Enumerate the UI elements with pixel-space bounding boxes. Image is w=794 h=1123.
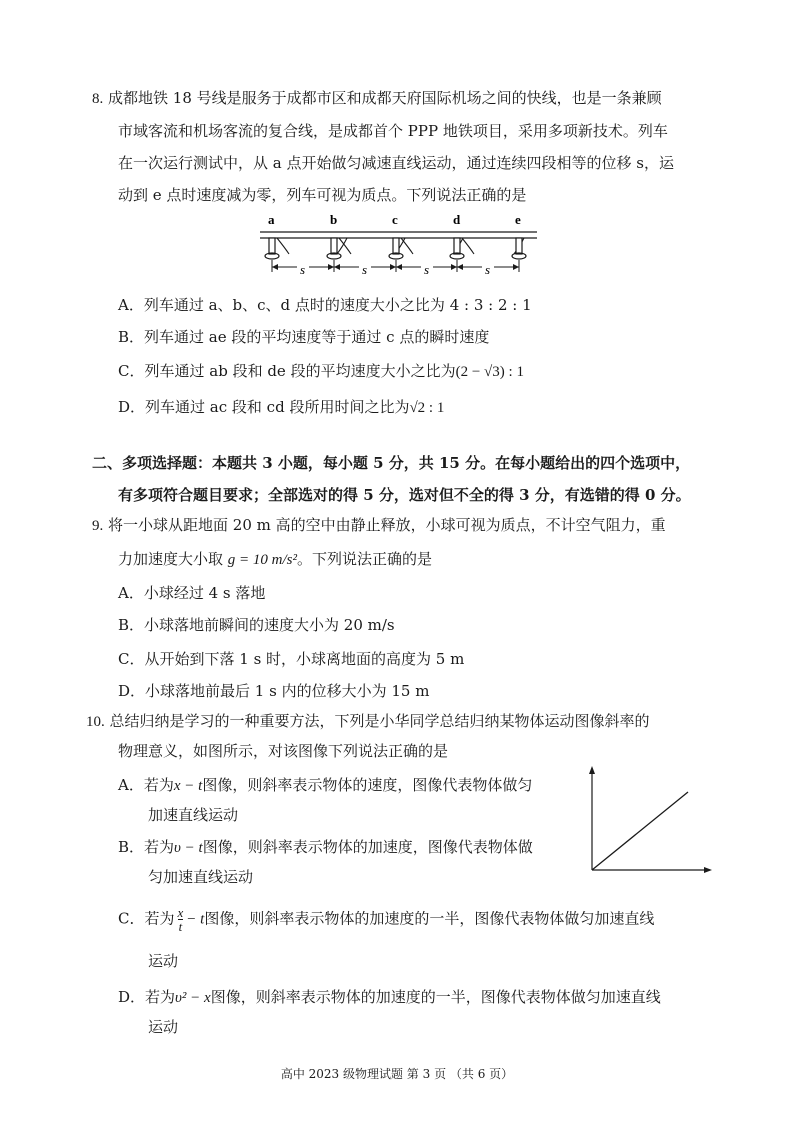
q9-line1 bbox=[92, 514, 666, 537]
q10-option-b-2: 匀加速直线运动 bbox=[148, 868, 254, 886]
q10-stem-1: 总结归纳是学习的一种重要方法，下列是小华同学总结归纳某物体运动图像斜率的 bbox=[109, 712, 650, 730]
option-math: υ² − x bbox=[175, 990, 211, 1006]
q9-stem-1: 将一小球从距地面 20 m 高的空中由静止释放，小球可视为质点，不计空气阻力，重 bbox=[108, 516, 666, 534]
option-label: D． bbox=[118, 398, 146, 416]
q10-line1 bbox=[86, 710, 650, 733]
q10-option-d-2: 运动 bbox=[148, 1018, 179, 1036]
q9-option-d bbox=[118, 680, 429, 702]
option-label: D． bbox=[118, 988, 146, 1006]
option-text: 小球经过 4 s 落地 bbox=[143, 584, 266, 602]
option-label: A． bbox=[118, 776, 144, 794]
q9-stem-2b: 。下列说法正确的是 bbox=[297, 550, 433, 568]
q8-option-c bbox=[118, 360, 524, 383]
graph-line bbox=[592, 792, 688, 870]
option-text: 图像，则斜率表示物体的加速度的一半，图像代表物体做匀加速直线 bbox=[204, 909, 655, 928]
fraction-numerator: x bbox=[177, 905, 184, 920]
q8-line2: 市域客流和机场客流的复合线，是成都首个 PPP 地铁项目，采用多项新技术。列车 bbox=[118, 122, 668, 140]
q9-option-c bbox=[118, 648, 464, 670]
point-b: b bbox=[330, 212, 338, 227]
option-label: C． bbox=[118, 650, 145, 668]
q9-line2 bbox=[118, 548, 432, 571]
segment-s-1: s bbox=[300, 262, 306, 277]
q10-line2: 物理意义，如图所示，对该图像下列说法正确的是 bbox=[118, 742, 449, 760]
option-text: 列车通过 ae 段的平均速度等于通过 c 点的瞬时速度 bbox=[144, 328, 490, 346]
option-text: 小球落地前瞬间的速度大小为 20 m/s bbox=[144, 616, 395, 634]
segment-s-4: s bbox=[485, 262, 491, 277]
x-over-t-fraction bbox=[178, 906, 184, 933]
q8-number: 8. bbox=[92, 91, 104, 107]
option-text: 若为 bbox=[144, 838, 175, 856]
option-label: B． bbox=[118, 838, 145, 856]
option-math: (2 − √3) : 1 bbox=[455, 364, 524, 380]
q9-gravity: g = 10 m/s² bbox=[227, 552, 298, 568]
option-text: 图像，则斜率表示物体的加速度，图像代表物体做 bbox=[202, 838, 533, 856]
point-d: d bbox=[453, 212, 461, 227]
page-footer: 高中 2023 级物理试题 第 3 页 （共 6 页） bbox=[280, 1067, 514, 1081]
option-text: 列车通过 ac 段和 cd 段所用时间之比为 bbox=[145, 398, 410, 416]
q9-option-a bbox=[118, 582, 265, 604]
q8-option-a bbox=[118, 294, 532, 316]
q9-number: 9. bbox=[92, 518, 104, 534]
q9-option-b bbox=[118, 614, 395, 636]
track-diagram bbox=[255, 208, 545, 280]
q8-line1 bbox=[92, 87, 662, 110]
point-e: e bbox=[515, 212, 521, 227]
option-text: 列车通过 a、b、c、d 点时的速度大小之比为 4 : 3 : 2 : 1 bbox=[143, 296, 532, 314]
fraction-denominator: t bbox=[178, 919, 183, 934]
option-text: 小球落地前最后 1 s 内的位移大小为 15 m bbox=[145, 682, 430, 700]
q8-stem-1: 成都地铁 18 号线是服务于成都市区和成都天府国际机场之间的快线，也是一条兼顾 bbox=[108, 89, 662, 107]
option-label: B． bbox=[118, 616, 145, 634]
option-label: D． bbox=[118, 682, 146, 700]
option-text: 若为 bbox=[144, 909, 175, 928]
q10-option-a-2: 加速直线运动 bbox=[148, 806, 239, 824]
option-math: υ − t bbox=[174, 840, 203, 856]
option-text: 若为 bbox=[143, 776, 174, 794]
slope-graph bbox=[584, 764, 714, 876]
section2-heading-1: 二、多项选择题：本题共 3 小题，每小题 5 分，共 15 分。在每小题给出的四个选项中， bbox=[92, 454, 691, 472]
q10-option-c-2: 运动 bbox=[148, 952, 179, 970]
segment-s-2: s bbox=[362, 262, 368, 277]
segment-s-3: s bbox=[424, 262, 430, 277]
q10-option-a-1 bbox=[118, 774, 532, 797]
option-text: 从开始到下落 1 s 时，小球离地面的高度为 5 m bbox=[144, 650, 465, 668]
option-label: C． bbox=[118, 362, 145, 380]
q8-option-b bbox=[118, 326, 489, 348]
piers bbox=[269, 238, 522, 254]
option-label: B． bbox=[118, 328, 145, 346]
option-label: C． bbox=[118, 909, 145, 928]
point-c: c bbox=[392, 212, 398, 227]
q10-number: 10. bbox=[86, 714, 105, 730]
option-label: A． bbox=[118, 584, 144, 602]
q10-option-b-1 bbox=[118, 836, 533, 859]
option-text: 图像，则斜率表示物体的加速度的一半，图像代表物体做匀加速直线 bbox=[210, 988, 661, 1006]
q8-line3: 在一次运行测试中，从 a 点开始做匀减速直线运动，通过连续四段相等的位移 s，运 bbox=[118, 154, 674, 172]
option-math: √2 : 1 bbox=[409, 400, 445, 416]
option-text: 图像，则斜率表示物体的速度，图像代表物体做匀 bbox=[202, 776, 533, 794]
option-math: − t bbox=[186, 911, 205, 928]
q8-option-d bbox=[118, 396, 444, 419]
option-math: x − t bbox=[173, 778, 203, 794]
q10-option-d-1 bbox=[118, 986, 661, 1009]
q10-option-c-1 bbox=[118, 906, 654, 933]
q8-line4: 动到 e 点时速度减为零，列车可视为质点。下列说法正确的是 bbox=[118, 186, 527, 204]
section2-heading-2: 有多项符合题目要求；全部选对的得 5 分，选对但不全的得 3 分，有选错的得 0 分。 bbox=[118, 486, 691, 504]
point-a: a bbox=[268, 212, 275, 227]
option-text: 列车通过 ab 段和 de 段的平均速度大小之比为 bbox=[144, 362, 456, 380]
option-label: A． bbox=[118, 296, 144, 314]
q9-stem-2a: 力加速度大小取 bbox=[118, 550, 224, 568]
option-text: 若为 bbox=[145, 988, 176, 1006]
